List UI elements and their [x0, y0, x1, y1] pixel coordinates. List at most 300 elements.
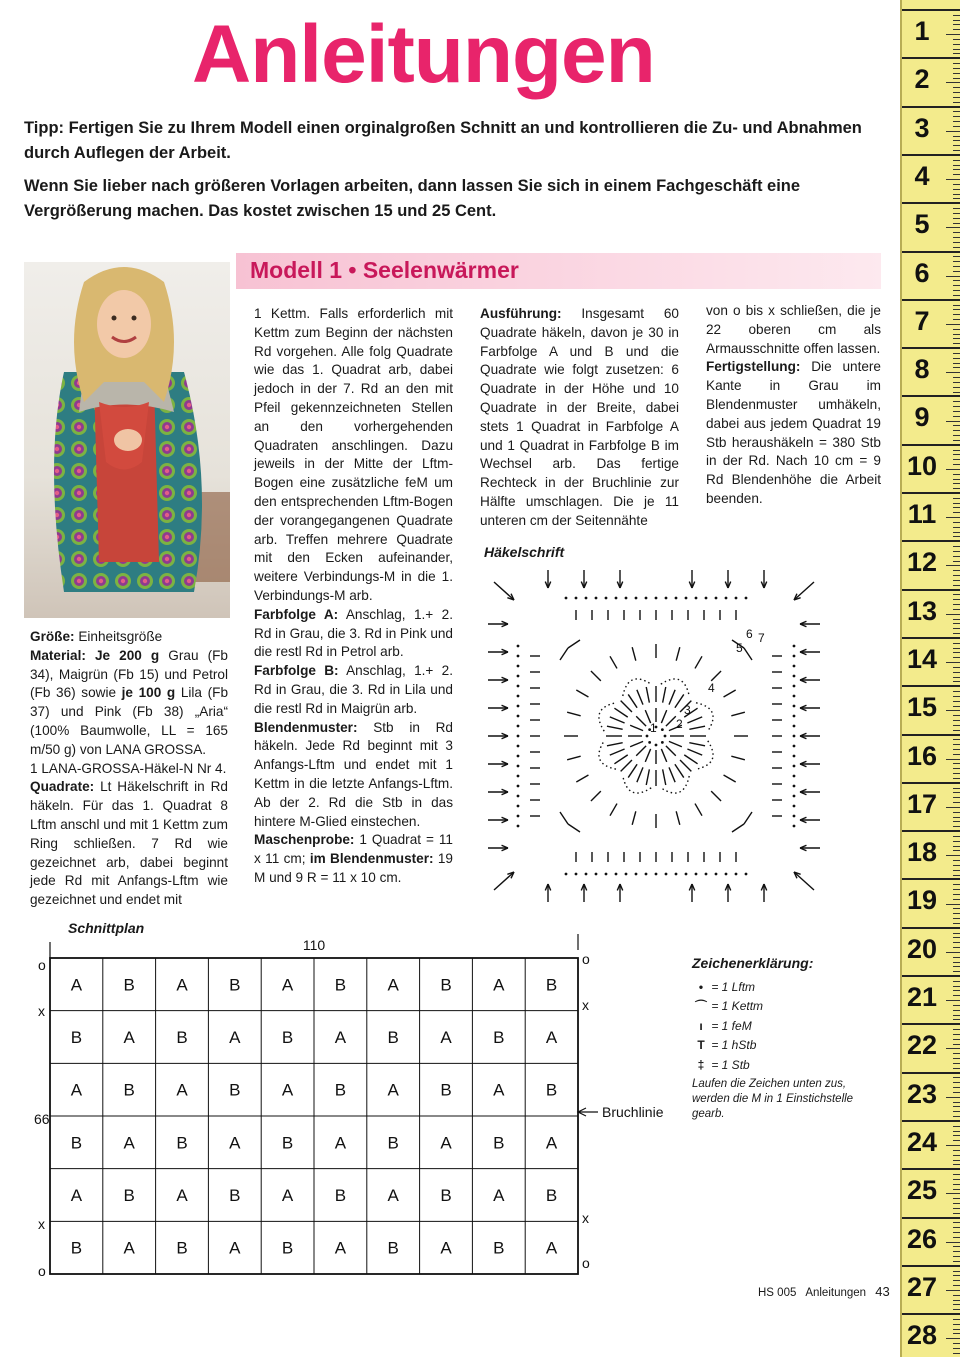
chain-stitch-mark: [517, 755, 520, 758]
ruler-cm-line: [902, 444, 960, 446]
ruler-mm-tick: [953, 1039, 960, 1040]
chain-stitch-mark: [725, 873, 728, 876]
ruler-mm-tick: [953, 715, 960, 716]
stitch-mark: [610, 656, 617, 668]
ruler-mm-tick: [953, 87, 960, 88]
ruler-cm-line: [902, 202, 960, 204]
stitch-mark: [645, 749, 650, 762]
ruler-mm-tick: [953, 140, 960, 141]
corner-stitch-fan: [560, 640, 580, 660]
ruler-cm-line: [902, 1265, 960, 1267]
ruler-mm-tick: [953, 894, 960, 895]
ruler-number: 17: [906, 788, 938, 819]
model-banner: [236, 253, 881, 289]
ruler-mm-tick: [953, 387, 960, 388]
ruler-mm-tick: [953, 962, 960, 963]
ruler-mm-tick: [953, 126, 960, 127]
chain-stitch-mark: [793, 745, 796, 748]
chain-stitch-mark: [793, 725, 796, 728]
stitch-mark: [636, 716, 646, 726]
ruler-mm-tick: [953, 1222, 960, 1223]
plan-cell-label: A: [123, 1238, 135, 1258]
ruler-number: 23: [906, 1078, 938, 1109]
ruler-mm-tick: [953, 933, 960, 934]
instructions-col-3: [480, 305, 679, 531]
plan-cell-label: B: [281, 1133, 294, 1153]
stitch-mark: [666, 746, 676, 756]
ruler-mm-tick: [953, 749, 960, 750]
ruler-mm-tick: [953, 797, 960, 798]
ruler-mm-tick: [953, 1015, 960, 1016]
stitch-mark: [724, 690, 736, 697]
ruler-mm-tick: [953, 536, 960, 537]
chain-stitch-mark: [605, 873, 608, 876]
ruler-mm-tick: [953, 512, 960, 513]
ruler-mm-tick: [953, 1198, 960, 1199]
chain-stitch-mark: [635, 597, 638, 600]
ruler-mm-tick: [953, 836, 960, 837]
ruler-mm-tick: [953, 1106, 960, 1107]
ruler-mm-tick: [953, 1309, 960, 1310]
ruler-mm-tick: [953, 237, 960, 238]
plan-cell-label: B: [334, 1080, 347, 1100]
model-photo-illustration: [24, 262, 230, 618]
ruler-mm-tick: [953, 242, 960, 243]
gauge-text-1: 1 Quadrat = 11 x 11 cm;: [254, 832, 453, 867]
ruler-mm-tick: [953, 454, 960, 455]
ruler-mm-tick: [953, 160, 960, 161]
ruler-mm-tick: [953, 15, 960, 16]
plan-cell-label: B: [70, 1133, 83, 1153]
ruler-mm-tick: [953, 1010, 960, 1011]
chain-stitch-mark: [665, 873, 668, 876]
ruler-mm-tick: [946, 131, 960, 132]
stitch-mark: [632, 647, 636, 661]
finishing-text: Die untere Kante in Grau im Blendenmuster umhäkeln, dabei aus jedem Quadrat 19 Stb heraushäkeln = 380 Stb in der Rd. Nach 10 cm = 9 Rd Blendenhöhe die Arbeit beenden.: [706, 359, 881, 506]
material-text-1: Grau (Fb 34), Maigrün (Fb 15) und Petrol (Fb 36) sowie: [30, 647, 228, 701]
chain-stitch-mark: [645, 873, 648, 876]
chain-stitch-mark: [615, 873, 618, 876]
plan-cell-label: B: [493, 1238, 505, 1258]
ruler-number: 1: [914, 16, 930, 46]
ruler-mm-tick: [953, 73, 960, 74]
ruler-mm-tick: [953, 39, 960, 40]
stitch-mark: [591, 671, 601, 681]
ruler-mm-tick: [953, 1063, 960, 1064]
chain-stitch-mark: [517, 675, 520, 678]
chain-stitch-mark: [517, 715, 520, 718]
material-label: Material:: [30, 647, 86, 663]
chain-stitch-mark: [517, 815, 520, 818]
ruler-mm-tick: [953, 189, 960, 190]
ruler-mm-tick: [953, 425, 960, 426]
chain-stitch-mark: [793, 765, 796, 768]
ruler-mm-tick: [953, 1034, 960, 1035]
ruler-mm-tick: [953, 981, 960, 982]
ruler-mm-tick: [953, 1179, 960, 1180]
stitch-symbol-icon: T: [697, 1038, 705, 1053]
legend-item: [694, 1036, 763, 1055]
ruler-mm-tick: [953, 778, 960, 779]
ruler-cm-line: [902, 347, 960, 349]
plan-cell-label: A: [123, 1028, 135, 1047]
ruler-cm-line: [902, 1120, 960, 1122]
chain-stitch-mark: [745, 873, 748, 876]
ruler-mm-tick: [953, 773, 960, 774]
ruler-mm-tick: [953, 546, 960, 547]
material-text-2: Lila (Fb 37) und Pink (Fb 38) „Aria“ (100% Baumwolle, LL = 165 m/50 g) von LANA GROSSA.: [30, 685, 229, 757]
ruler-number: 8: [914, 354, 930, 385]
stitch-mark: [695, 804, 702, 816]
join-arrow: [494, 582, 514, 600]
ruler-mm-tick: [953, 681, 960, 682]
ruler-mm-tick: [953, 232, 960, 233]
plan-cell-label: B: [123, 1186, 135, 1205]
ruler-cm-line: [902, 492, 960, 494]
ruler-mm-tick: [953, 165, 960, 166]
chain-stitch-mark: [793, 675, 796, 678]
ruler-mm-tick: [953, 1348, 960, 1349]
ruler-mm-tick: [953, 648, 960, 649]
ruler-mm-tick: [953, 1256, 960, 1257]
chain-stitch-mark: [793, 645, 796, 648]
ruler-mm-tick: [953, 923, 960, 924]
ruler-mm-tick: [953, 503, 960, 504]
legend-list: [694, 978, 763, 1075]
colorway-b-label: Farbfolge B:: [254, 663, 339, 679]
plan-cell-label: B: [334, 1186, 347, 1205]
round-number: 4: [708, 681, 715, 695]
chain-stitch-mark: [517, 705, 520, 708]
ruler-mm-tick: [953, 24, 960, 25]
stitch-mark: [614, 708, 627, 717]
legend-text: = 1 feM: [708, 1018, 752, 1033]
chain-stitch-mark: [635, 873, 638, 876]
stitch-mark: [637, 767, 643, 782]
ruler-cm-line: [902, 1217, 960, 1219]
ruler-cm-line: [902, 154, 960, 156]
ruler-mm-tick: [953, 169, 960, 170]
ruler-cm-line: [902, 589, 960, 591]
ruler-mm-tick: [953, 657, 960, 658]
stitch-mark: [591, 791, 601, 801]
chain-stitch-mark: [648, 741, 651, 744]
ruler-mm-tick: [953, 358, 960, 359]
ruler-mm-tick: [953, 971, 960, 972]
ruler-number: 11: [907, 499, 937, 529]
legend-item: [694, 978, 763, 997]
stitch-mark: [621, 701, 632, 712]
ruler-mm-tick: [953, 947, 960, 948]
instructions-col-1: [30, 628, 228, 910]
ruler-mm-tick: [946, 565, 960, 566]
ruler-mm-tick: [953, 551, 960, 552]
ruler-mm-tick: [953, 522, 960, 523]
ruler-mm-tick: [953, 29, 960, 30]
ruler-mm-tick: [953, 1044, 960, 1045]
ruler-mm-tick: [953, 918, 960, 919]
round-number: 5: [736, 641, 743, 655]
chain-stitch-mark: [517, 685, 520, 688]
plan-height-label: 66: [34, 1111, 50, 1127]
ruler-mm-tick: [953, 575, 960, 576]
ruler-mm-tick: [953, 966, 960, 967]
ruler-mm-tick: [953, 53, 960, 54]
size-label: Größe:: [30, 629, 75, 644]
ruler-mm-tick: [953, 1068, 960, 1069]
ruler-mm-tick: [953, 532, 960, 533]
ruler-mm-tick: [953, 266, 960, 267]
chain-stitch-mark: [517, 725, 520, 728]
ruler-mm-tick: [953, 68, 960, 69]
plan-cell-label: A: [70, 975, 83, 995]
ruler-number: 13: [906, 595, 938, 626]
stitch-mark: [610, 804, 617, 816]
ruler-mm-tick: [953, 706, 960, 707]
ruler-mm-tick: [953, 628, 960, 629]
ruler-cm-line: [902, 106, 960, 108]
ruler-cm-line: [902, 299, 960, 301]
ruler-mm-tick: [953, 821, 960, 822]
chain-stitch-mark: [517, 805, 520, 808]
ruler-mm-tick: [953, 561, 960, 562]
ruler-mm-tick: [953, 44, 960, 45]
ruler-mm-tick: [953, 1058, 960, 1059]
ruler-mm-tick: [953, 459, 960, 460]
ruler-mm-tick: [953, 1126, 960, 1127]
tip-text: Tipp: Fertigen Sie zu Ihrem Modell einen orginalgroßen Schnitt an und kontrollieren die Zu- und Abnahmen durch Auflegen der Arbeit.: [24, 119, 862, 162]
ruler-mm-tick: [946, 1000, 960, 1001]
plan-cell-label: B: [281, 1238, 294, 1258]
plan-cell-label: B: [440, 1186, 452, 1205]
fold-line-label: Bruchlinie: [602, 1104, 664, 1120]
plan-cell-label: A: [334, 1028, 347, 1047]
chain-stitch-mark: [793, 655, 796, 658]
ruler-mm-tick: [953, 570, 960, 571]
ruler-mm-tick: [953, 334, 960, 335]
chain-stitch-mark: [715, 873, 718, 876]
ruler-mm-tick: [953, 691, 960, 692]
ruler-mm-tick: [953, 1319, 960, 1320]
ruler-mm-tick: [953, 1285, 960, 1286]
chain-stitch-mark: [625, 873, 628, 876]
chain-stitch-mark: [793, 755, 796, 758]
ruler-mm-tick: [953, 411, 960, 412]
corner-stitch-fan: [560, 812, 580, 832]
ruler-cm-line: [902, 975, 960, 977]
ruler-mm-tick: [946, 34, 960, 35]
ruler-number: 16: [906, 740, 938, 771]
ruler-mm-tick: [953, 652, 960, 653]
stitch-mark: [632, 811, 636, 825]
plan-cell-label: A: [281, 1080, 294, 1100]
stitch-mark: [610, 749, 625, 755]
ruler-mm-tick: [953, 585, 960, 586]
legend-text: = 1 Lftm: [708, 980, 756, 994]
ruler-mm-tick: [953, 338, 960, 339]
legend-item: [694, 997, 763, 1016]
plan-cell-label: A: [440, 1238, 452, 1258]
ruler-number: 19: [906, 885, 938, 916]
ruler-mm-tick: [946, 276, 960, 277]
ruler-cm-line: [902, 395, 960, 397]
issue-code: HS 005: [758, 1287, 797, 1299]
chain-stitch-mark: [705, 873, 708, 876]
ruler-mm-tick: [953, 97, 960, 98]
chain-stitch-mark: [517, 775, 520, 778]
chain-stitch-mark: [793, 805, 796, 808]
chain-stitch-mark: [695, 597, 698, 600]
ruler-mm-tick: [953, 218, 960, 219]
ruler-mm-tick: [953, 1213, 960, 1214]
stitch-mark: [614, 755, 627, 764]
ruler-mm-tick: [953, 580, 960, 581]
ruler-mm-tick: [946, 952, 960, 953]
ruler-mm-tick: [946, 324, 960, 325]
chain-stitch-mark: [675, 597, 678, 600]
plan-cell-label: A: [229, 1028, 241, 1047]
ruler-number: 2: [914, 64, 930, 95]
ruler-mm-tick: [953, 479, 960, 480]
stitch-mark: [711, 671, 721, 681]
stitch-mark: [684, 755, 697, 764]
stitch-mark: [669, 767, 675, 782]
ruler-mm-tick: [946, 662, 960, 663]
execution-label: Ausführung:: [480, 306, 562, 321]
ruler-number: 7: [914, 305, 930, 336]
plan-cell-label: B: [440, 1080, 452, 1100]
ruler-mm-tick: [953, 145, 960, 146]
chain-stitch-mark: [585, 873, 588, 876]
plan-cell-label: B: [545, 975, 558, 995]
chain-stitch-mark: [793, 695, 796, 698]
ruler-cm-line: [902, 878, 960, 880]
ruler-cm-line: [902, 734, 960, 736]
plan-cell-label: B: [545, 1080, 558, 1100]
chain-stitch-mark: [615, 597, 618, 600]
ruler-cm-line: [902, 1168, 960, 1170]
ruler-cm-line: [902, 57, 960, 59]
ruler-mm-tick: [953, 1343, 960, 1344]
ruler-mm-tick: [953, 826, 960, 827]
ruler-mm-tick: [953, 247, 960, 248]
legend-item: [694, 1056, 763, 1075]
chain-stitch-mark: [655, 744, 658, 747]
ruler-mm-tick: [953, 792, 960, 793]
ruler-mm-tick: [953, 198, 960, 199]
ruler-mm-tick: [953, 850, 960, 851]
ruler-mm-tick: [953, 1295, 960, 1296]
stitch-mark: [630, 725, 643, 730]
ruler-mm-tick: [946, 82, 960, 83]
ruler-number: 21: [906, 982, 938, 1012]
ruler-mm-tick: [953, 1280, 960, 1281]
ruler-mm-tick: [946, 1048, 960, 1049]
plan-cell-label: A: [440, 1028, 452, 1047]
ruler-cm-line: [902, 830, 960, 832]
ruler-number: 25: [906, 1175, 938, 1206]
ruler-mm-tick: [953, 256, 960, 257]
ruler-number: 22: [906, 1030, 938, 1061]
stitch-mark: [731, 756, 745, 760]
plan-cell-label: B: [176, 1238, 188, 1258]
mark-x-top-left: x: [38, 1003, 45, 1019]
chain-stitch-mark: [646, 735, 649, 738]
ruler-mm-tick: [953, 763, 960, 764]
stitch-mark: [687, 717, 702, 723]
chain-stitch-mark: [705, 597, 708, 600]
plan-cell-label: A: [545, 1238, 558, 1258]
stitch-mark: [628, 694, 637, 707]
ruler-mm-tick: [953, 440, 960, 441]
ruler-mm-tick: [953, 623, 960, 624]
ruler-mm-tick: [953, 720, 960, 721]
squares-label: Quadrate:: [30, 779, 95, 795]
ruler-mm-tick: [946, 855, 960, 856]
ruler-mm-tick: [953, 1131, 960, 1132]
ruler-cm-line: [902, 540, 960, 542]
ruler-mm-tick: [953, 937, 960, 938]
stitch-mark: [689, 743, 705, 746]
chain-stitch-mark: [793, 715, 796, 718]
stitch-mark: [663, 769, 666, 785]
section-name: Anleitungen: [805, 1287, 867, 1299]
chain-stitch-mark: [605, 597, 608, 600]
stitch-mark: [666, 716, 676, 726]
ruler-mm-tick: [953, 285, 960, 286]
ruler-mm-tick: [953, 701, 960, 702]
chain-stitch-mark: [565, 597, 568, 600]
ruler-mm-tick: [953, 382, 960, 383]
ruler-mm-tick: [953, 677, 960, 678]
ruler-mm-tick: [953, 1155, 960, 1156]
pattern-plan-svg: [30, 934, 670, 1284]
ruler-mm-tick: [953, 899, 960, 900]
ruler-mm-tick: [953, 1237, 960, 1238]
ruler-mm-tick: [946, 372, 960, 373]
ruler-mm-tick: [953, 430, 960, 431]
border-pattern-label: Blendenmuster:: [254, 719, 358, 735]
enlargement-note: Wenn Sie lieber nach größeren Vorlagen arbeiten, dann lassen Sie sich in einem Fachgeschäft eine Vergrößerung machen. Das kostet zwischen 15 und 25 Cent.: [24, 177, 801, 220]
stitch-mark: [607, 726, 623, 729]
chain-stitch-mark: [735, 873, 738, 876]
plan-cell-label: A: [493, 975, 505, 995]
chain-stitch-mark: [793, 795, 796, 798]
ruler-mm-tick: [946, 710, 960, 711]
ruler-number: 20: [906, 933, 938, 964]
chain-stitch-mark: [655, 873, 658, 876]
ruler-mm-tick: [953, 672, 960, 673]
stitch-mark: [724, 775, 736, 782]
execution-text: Insgesamt 60 Quadrate häkeln, davon je 30 in Farbfolge A und B und die Quadrate wie folgt zusetzen: 6 Quadrate in der Höhe und 10 Quadrate in der Breite, dabei stets 1 Quadrat in Farbfolge A und 1 Quadrat in Farbfolge B im Wechsel arb. Das fertige Rechteck in der Bruchlinie zur Hälfte umschlagen. Die je 11 unteren cm der Seitennähte: [480, 306, 679, 528]
chain-stitch-mark: [715, 597, 718, 600]
ruler-mm-tick: [953, 1135, 960, 1136]
ruler-mm-tick: [953, 309, 960, 310]
ruler-mm-tick: [953, 908, 960, 909]
stitch-symbol-icon: ⌒: [694, 999, 707, 1014]
ruler-number: 27: [906, 1271, 938, 1302]
ruler-mm-tick: [953, 1333, 960, 1334]
squares-continued: 1 Kettm. Falls erforderlich mit Kettm zum Beginn der nächsten Rd vorgehen. Alle folg Quadrate wie das 1. Quadrat arb, dabei jedoch in der 7. Rd an den mit Pfeil gekennzeichneten Stellen an den vorhergehenden Quadraten anschlingen. Dazu jeweils in der Mitte der Lftm-Bogen eine zusätzliche feM um den entsprechenden Lftm-Bogen der vorangegangenen Quadrate arb. Treffen mehrere Quadrate mit den Ecken aufeinander, weitere Verbindungs-M in die 1. Verbindungs-M arb.: [254, 306, 453, 603]
stitch-mark: [576, 775, 588, 782]
plan-cell-label: A: [440, 1133, 452, 1153]
ruler-mm-tick: [953, 1246, 960, 1247]
ruler-mm-tick: [953, 507, 960, 508]
stitch-mark: [695, 656, 702, 668]
mark-x-bottom-left: x: [38, 1216, 45, 1232]
chain-stitch-mark: [517, 795, 520, 798]
round-number: 1: [650, 721, 657, 735]
